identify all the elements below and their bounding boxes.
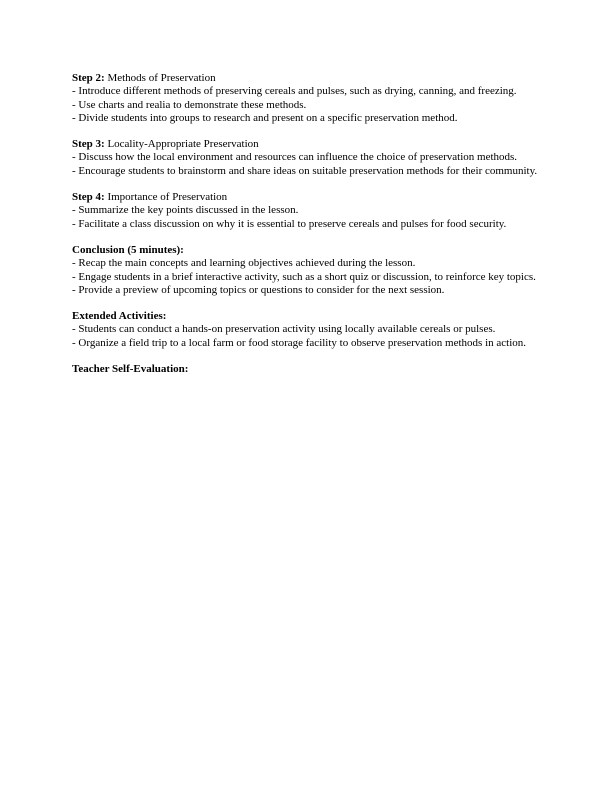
conclusion-item-3: - Provide a preview of upcoming topics or questions to consider for the next session. [72, 283, 445, 296]
self-evaluation-section [72, 363, 540, 376]
step-2-item-2: - Use charts and realia to demonstrate these methods. [72, 98, 307, 111]
step-4-section [72, 191, 540, 231]
step-3-item-1: - Discuss how the local environment and resources can influence the choice of preservation methods. [72, 151, 518, 164]
extended-activities-section [72, 310, 540, 350]
step-3-heading [72, 138, 540, 151]
conclusion-item-2: - Engage students in a brief interactive activity, such as a short quiz or discussion, to reinforce key topics. [72, 270, 536, 283]
document-page [72, 72, 540, 389]
conclusion-section [72, 244, 540, 297]
step-4-item-2: - Facilitate a class discussion on why it is essential to preserve cereals and pulses for food security. [72, 217, 507, 230]
self-evaluation-heading: Teacher Self-Evaluation: [72, 363, 189, 376]
extended-activities-heading: Extended Activities: [72, 310, 167, 323]
conclusion-item-1: - Recap the main concepts and learning objectives achieved during the lesson. [72, 257, 416, 270]
step-4-heading [72, 191, 540, 204]
step-3-title: Locality-Appropriate Preservation [104, 138, 259, 151]
conclusion-heading: Conclusion (5 minutes): [72, 243, 184, 256]
step-2-title: Methods of Preservation [104, 72, 216, 84]
step-2-section [72, 72, 540, 125]
step-4-label: Step 4: [72, 191, 105, 204]
step-3-label: Step 3: [72, 138, 105, 151]
extended-item-2: - Organize a field trip to a local farm or food storage facility to observe preservation methods in action. [72, 336, 527, 349]
step-2-item-1: - Introduce different methods of preserving cereals and pulses, such as drying, canning, and freezing. [72, 85, 517, 98]
step-2-item-3: - Divide students into groups to research and present on a specific preservation method. [72, 111, 458, 124]
step-2-heading [72, 72, 540, 85]
extended-item-1: - Students can conduct a hands-on preservation activity using locally available cereals or pulses. [72, 323, 496, 336]
step-4-item-1: - Summarize the key points discussed in the lesson. [72, 204, 299, 217]
step-3-section [72, 138, 540, 178]
step-3-item-2: - Encourage students to brainstorm and share ideas on suitable preservation methods for their community. [72, 164, 538, 177]
step-4-title: Importance of Preservation [104, 191, 228, 204]
step-2-label: Step 2: [72, 72, 105, 84]
